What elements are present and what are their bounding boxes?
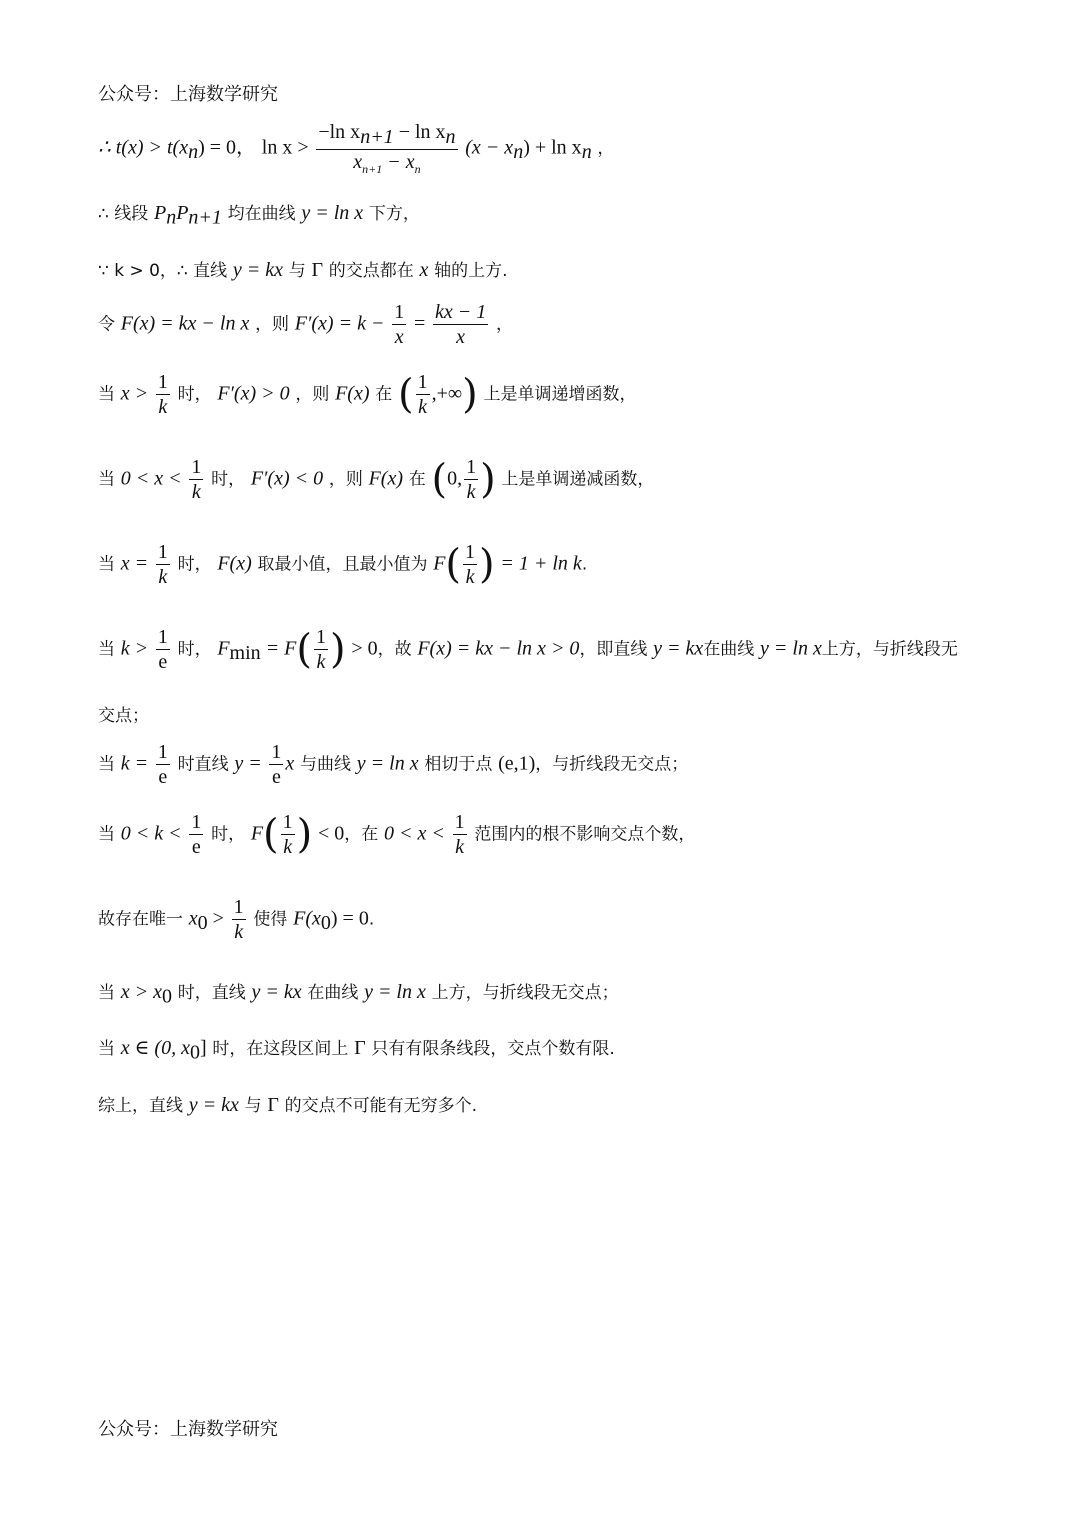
fraction (316, 122, 457, 175)
l14-f: 只有有限条线段，交点个数有限. (371, 1039, 615, 1059)
l8-j: ，即直线 (579, 639, 648, 660)
l6-c: 时， (211, 469, 246, 490)
fraction (463, 542, 477, 587)
page-footer: 公众号：上海数学研究 (98, 1419, 278, 1440)
l13-b: x > x (120, 981, 162, 1003)
l7-g: = 1 + ln k (500, 552, 582, 575)
frac-num: 1 (191, 811, 202, 833)
l14-a: 当 (98, 1039, 115, 1059)
l2-b: 均在曲线 (227, 204, 296, 224)
l8-g: > 0 (351, 637, 378, 660)
line-7 (98, 542, 587, 587)
l11-h: 范围内的根不影响交点个数， (474, 824, 696, 845)
frac-num: 1 (315, 626, 326, 648)
l15-a: 综上，直线 (98, 1096, 183, 1116)
frac-den: e (191, 836, 201, 858)
l4-a: 令 (98, 314, 115, 335)
big-paren: ( (397, 371, 414, 418)
l5-c: 时， (177, 384, 212, 405)
l10-a: 当 (98, 754, 115, 775)
fraction (156, 542, 170, 587)
l8-e: min (229, 642, 261, 665)
frac-den: k (283, 836, 293, 858)
sub-n1: n+1 (360, 126, 394, 148)
frac-num: 1 (454, 811, 465, 833)
frac-den: e (158, 766, 168, 788)
l13-c: 时，直线 (177, 983, 246, 1003)
fraction (392, 302, 406, 347)
fraction (433, 302, 488, 347)
l3-d: Γ (311, 259, 324, 281)
line-9 (98, 707, 149, 725)
l1-num2: − ln x (393, 121, 446, 143)
big-paren: ( (445, 541, 462, 588)
l12-c: > (207, 907, 224, 930)
l6-a: 当 (98, 469, 115, 490)
frac-den: k (316, 651, 326, 673)
l1-d: (x − x (465, 136, 514, 159)
l7-d: F(x) (217, 552, 252, 575)
l5-h: ,+∞ (431, 382, 463, 405)
fraction (269, 742, 283, 787)
l10-b: k = (120, 752, 149, 775)
frac-den: e (271, 766, 281, 788)
l13-e: 在曲线 (307, 983, 359, 1003)
l9: 交点； (98, 706, 149, 726)
fraction (281, 812, 295, 857)
l3-b: y = kx (232, 259, 284, 281)
fraction (232, 897, 246, 942)
l11-b: 0 < k < (120, 822, 182, 845)
l8-c: 时， (177, 639, 212, 660)
frac-den: x (394, 326, 404, 348)
l15-e: 的交点不可能有无穷多个. (284, 1096, 478, 1116)
fraction (416, 372, 430, 417)
frac-num: 1 (394, 301, 405, 323)
sub-n: n (166, 206, 177, 229)
fraction (189, 812, 203, 857)
l10-d: y = (234, 752, 262, 775)
l12-f: ) = 0 (330, 907, 369, 930)
l8-m: y = ln x (760, 637, 822, 660)
l11-g: 0 < x < (384, 822, 445, 845)
frac-den: k (234, 921, 244, 943)
frac-den: k (465, 566, 475, 588)
fraction (314, 627, 328, 672)
l8-h: ，故 (377, 639, 412, 660)
l1-c: ln x > (261, 136, 309, 159)
big-paren: ) (480, 456, 496, 503)
big-paren: ) (296, 811, 313, 858)
frac-den: e (158, 651, 168, 673)
l6-i: 上是单调递减函数， (501, 469, 655, 490)
l3-f: x (419, 259, 429, 281)
l3-a: ∵ k > 0，∴ 直线 (98, 261, 228, 281)
frac-num: 1 (417, 371, 428, 393)
sub-zero: 0 (320, 912, 331, 935)
l10-g: y = ln x (356, 752, 419, 775)
fraction (189, 457, 203, 502)
l11-e: < 0 (317, 822, 345, 845)
l14-c: ] (199, 1037, 207, 1059)
l15-c: 与 (244, 1096, 262, 1116)
frac-den: x (456, 326, 466, 348)
frac-den: k (466, 481, 476, 503)
fraction (453, 812, 467, 857)
frac-num: 1 (271, 741, 282, 763)
l8-l: 在曲线 (703, 639, 755, 660)
line-14 (98, 1038, 615, 1063)
l6-b: 0 < x < (120, 467, 182, 490)
frac-den: k (455, 836, 465, 858)
sub-n1: n+1 (188, 206, 222, 229)
line-10 (98, 742, 688, 787)
l1-a: ∴ t(x) > t(x (98, 136, 189, 159)
l6-e: ，则 (328, 469, 363, 490)
sym-p: P (176, 202, 189, 224)
line-4 (98, 302, 513, 347)
l7-e: 取最小值，且最小值为 (257, 554, 428, 575)
frac-num: 1 (157, 626, 168, 648)
fraction (156, 372, 170, 417)
l1-den2: − x (382, 151, 415, 173)
l4-f: ， (495, 314, 513, 335)
l5-b: x > (120, 382, 149, 405)
line-3 (98, 260, 508, 280)
l10-h: 相切于点 (424, 754, 493, 775)
l5-i: 上是单调递增函数， (483, 384, 637, 405)
l6-f: F(x) (368, 467, 403, 490)
l3-g: 轴的上方. (434, 261, 508, 281)
big-paren: ) (479, 541, 495, 588)
l10-f: 与曲线 (300, 754, 352, 775)
sub-n: n (414, 162, 421, 176)
frac-num: 1 (466, 456, 477, 478)
line-15 (98, 1095, 477, 1115)
l7-c: 时， (177, 554, 212, 575)
l2-a: ∴ 线段 (98, 204, 149, 224)
l15-b: y = kx (188, 1094, 239, 1116)
big-paren: ) (329, 626, 346, 673)
frac-den: k (158, 396, 168, 418)
fraction (464, 457, 478, 502)
l4-d: F′(x) = k − (294, 312, 385, 335)
l6-h: 0, (447, 467, 463, 490)
sym-p: P (153, 202, 167, 224)
l2-c: y = ln x (301, 202, 364, 224)
l1-e: ) + ln x (523, 136, 582, 159)
frac-num: 1 (157, 741, 168, 763)
sub-n: n (188, 141, 199, 164)
l11-a: 当 (98, 824, 115, 845)
l15-d: Γ (267, 1094, 279, 1116)
sub-zero: 0 (161, 985, 172, 1008)
fraction (156, 627, 170, 672)
l13-a: 当 (98, 983, 115, 1003)
big-paren: ( (263, 811, 279, 858)
l8-k: y = kx (653, 637, 704, 660)
l12-b: x (188, 907, 198, 930)
line-13 (98, 982, 619, 1007)
l8-b: k > (120, 637, 149, 660)
frac-num: 1 (465, 541, 476, 563)
l5-g: 在 (375, 384, 393, 405)
sub-zero: 0 (197, 912, 208, 935)
sub-n1: n+1 (362, 162, 383, 176)
frac-num: 1 (157, 371, 168, 393)
l3-e: 的交点都在 (328, 261, 414, 281)
l7-b: x = (120, 552, 149, 575)
l13-f: y = ln x (364, 981, 426, 1003)
line-11 (98, 812, 695, 857)
frac-den: k (191, 481, 201, 503)
sub-n: n (581, 141, 592, 164)
frac-num: 1 (157, 541, 168, 563)
l7-f: F (433, 552, 446, 575)
l5-d: F′(x) > 0 (217, 382, 290, 405)
fraction (156, 742, 170, 787)
line-5 (98, 372, 636, 417)
sub-n: n (445, 126, 456, 148)
l4-e: = (413, 312, 426, 335)
frac-num: 1 (233, 896, 244, 918)
l12-g: . (368, 909, 375, 930)
l4-c: ，则 (255, 314, 290, 335)
frac-num: kx − 1 (434, 301, 487, 323)
l2-d: 下方， (368, 204, 420, 224)
l10-j: ，与折线段无交点； (535, 754, 689, 775)
l7-h: . (581, 554, 588, 575)
l12-d: 使得 (253, 909, 288, 930)
l10-i: (e,1) (498, 752, 536, 775)
l12-a: 故存在唯一 (98, 909, 183, 930)
l8-i: F(x) = kx − ln x > 0 (417, 637, 580, 660)
l8-f: = F (260, 637, 297, 660)
l12-e: F(x (293, 907, 321, 930)
l11-d: F (250, 822, 264, 845)
l14-b: x ∈ (0, x (120, 1037, 190, 1059)
big-paren: ( (431, 456, 448, 503)
l7-a: 当 (98, 554, 115, 575)
l14-e: Γ (354, 1037, 366, 1059)
l6-d: F′(x) < 0 (250, 467, 324, 490)
l13-d: y = kx (251, 981, 302, 1003)
sub-zero: 0 (189, 1041, 200, 1064)
big-paren: ( (296, 626, 312, 673)
l1-f: ， (597, 138, 615, 159)
l4-b: F(x) = kx − ln x (120, 312, 250, 335)
l10-e: x (285, 752, 295, 775)
l11-f: ，在 (344, 824, 379, 845)
l8-n: 上方，与折线段无 (821, 639, 958, 660)
l6-g: 在 (408, 469, 426, 490)
l8-a: 当 (98, 639, 115, 660)
l3-c: 与 (288, 261, 306, 281)
frac-num: 1 (282, 811, 293, 833)
sub-n: n (513, 141, 524, 164)
page-header: 公众号：上海数学研究 (98, 84, 278, 105)
l11-c: 时， (211, 824, 246, 845)
line-8 (98, 627, 958, 672)
l14-d: 时，在这段区间上 (212, 1039, 349, 1059)
l10-c: 时直线 (177, 754, 229, 775)
line-2 (98, 203, 420, 228)
big-paren: ) (462, 371, 478, 418)
l1-den: x (353, 151, 363, 173)
line-1 (98, 122, 614, 175)
l1-num: −ln x (318, 121, 361, 143)
frac-den: k (158, 566, 168, 588)
l5-a: 当 (98, 384, 115, 405)
frac-num: 1 (191, 456, 202, 478)
line-12 (98, 897, 374, 942)
l5-f: F(x) (335, 382, 370, 405)
l8-d: F (217, 637, 230, 660)
frac-den: k (418, 396, 428, 418)
l5-e: ，则 (295, 384, 330, 405)
line-6 (98, 457, 654, 502)
l13-g: 上方，与折线段无交点； (431, 983, 619, 1003)
l1-b: ) = 0， (198, 136, 257, 159)
